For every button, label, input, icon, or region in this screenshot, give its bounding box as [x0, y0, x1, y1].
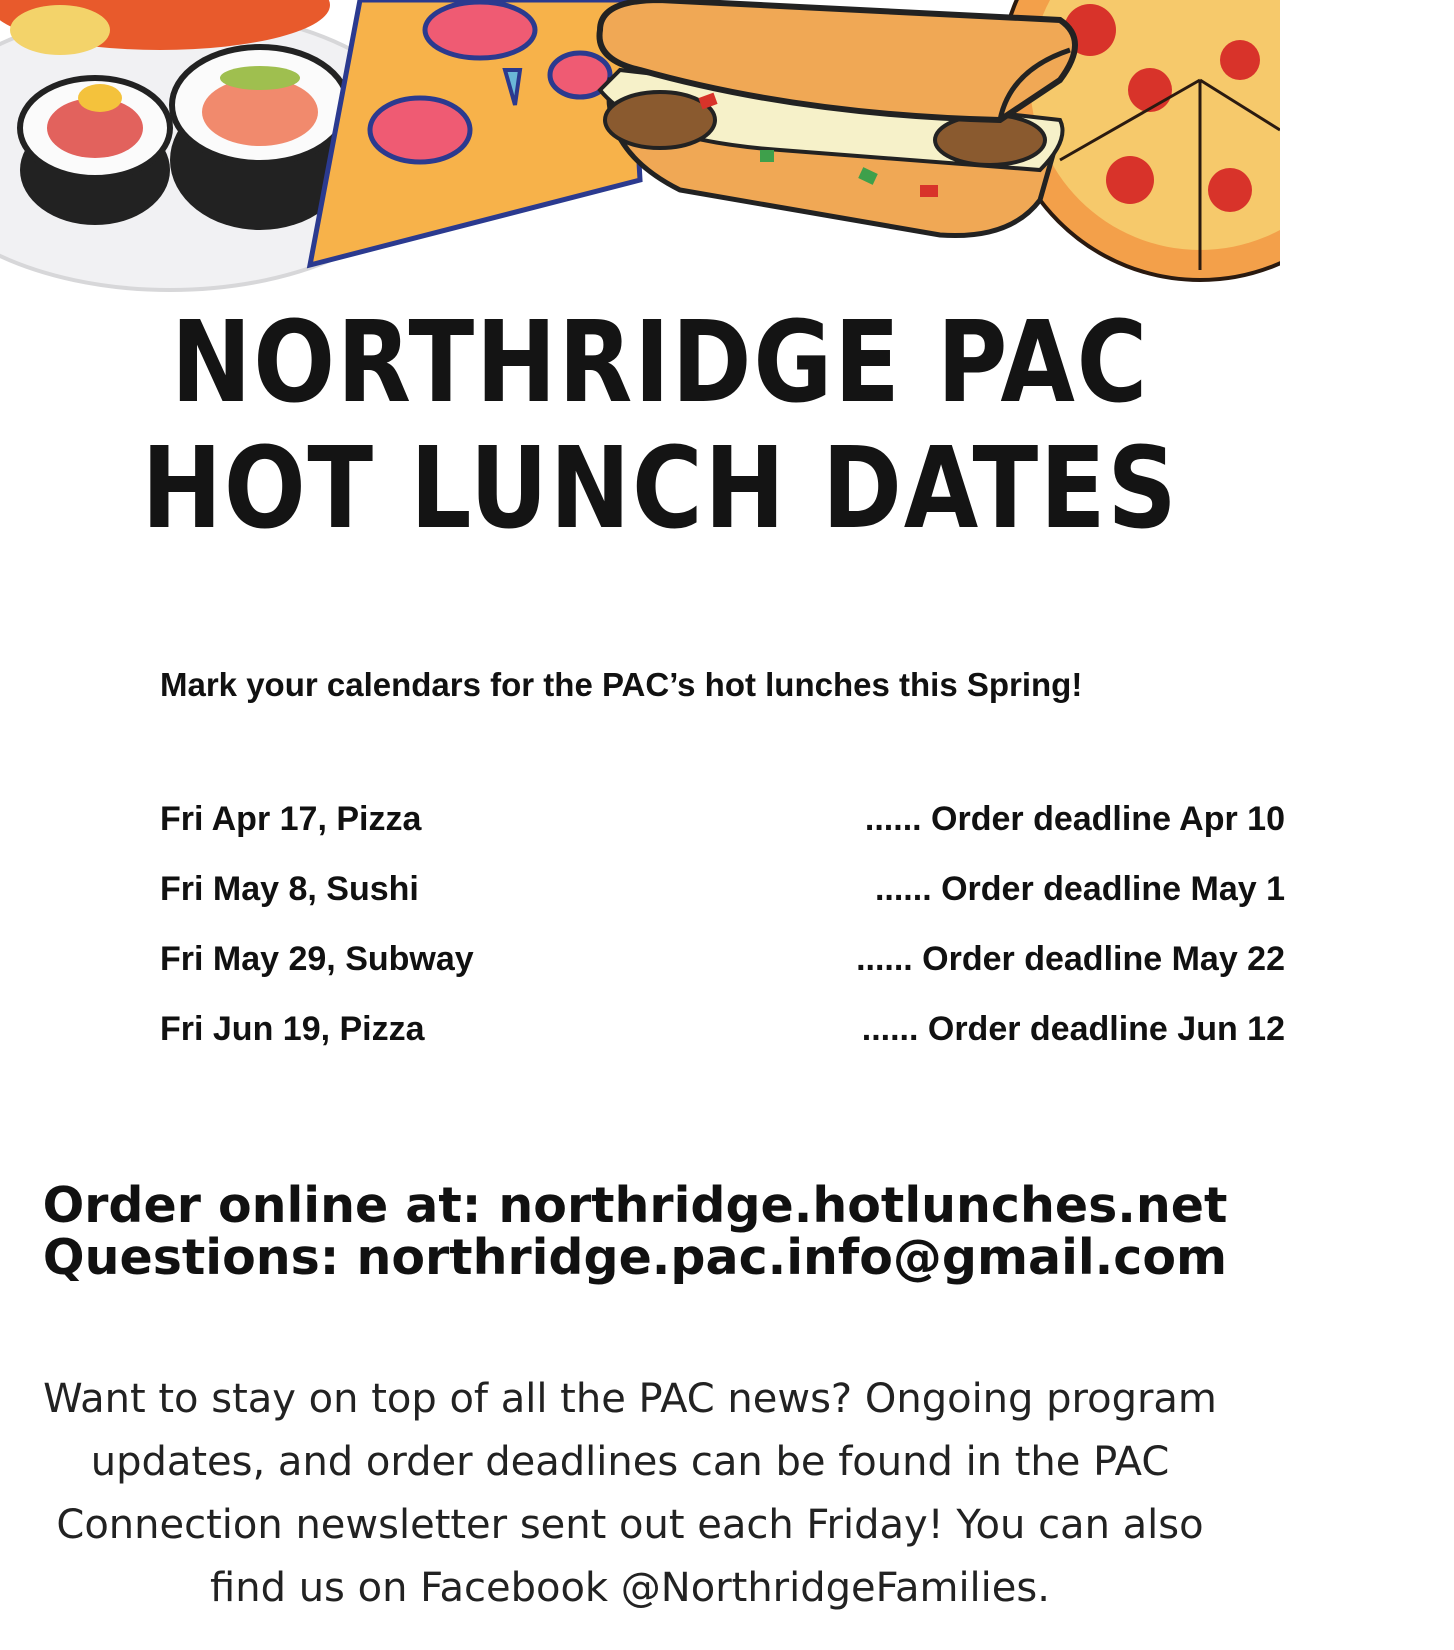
schedule-row [160, 940, 1285, 1010]
schedule-row [160, 1010, 1285, 1080]
order-online-text: Order online at: northridge.hotlunches.net [42, 1177, 1228, 1234]
lunch-date: Fri Jun 19, Pizza [160, 1010, 425, 1048]
lunch-date: Fri May 8, Sushi [160, 870, 419, 908]
order-deadline: ...... Order deadline May 22 [856, 940, 1285, 978]
questions-email-text: Questions: northridge.pac.info@gmail.com [42, 1229, 1228, 1286]
title-line-2: HOT LUNCH DATES [141, 424, 1179, 554]
order-deadline: ...... Order deadline Jun 12 [861, 1010, 1285, 1048]
schedule-row [160, 870, 1285, 940]
sub-sandwich-illustration [600, 0, 1076, 236]
lunch-date: Fri May 29, Subway [160, 940, 474, 978]
newsletter-paragraph: Want to stay on top of all the PAC news? Ongoing program updates, and order deadlines can be found in the PAC Connection newsletter sent out each Friday! You can also find us on Facebook @NorthridgeFamilies. [43, 1376, 1217, 1611]
food-illustration-banner [0, 0, 1280, 300]
schedule-row [160, 800, 1285, 870]
lunch-date: Fri Apr 17, Pizza [160, 800, 422, 838]
intro-text: Mark your calendars for the PAC’s hot lunches this Spring! [160, 666, 1083, 703]
order-deadline: ...... Order deadline May 1 [874, 870, 1285, 908]
title-line-1: NORTHRIDGE PAC [170, 298, 1150, 428]
lunch-schedule [160, 800, 1285, 1080]
pizza-slice-illustration [310, 0, 640, 265]
order-deadline: ...... Order deadline Apr 10 [864, 800, 1285, 838]
page-title [92, 300, 1227, 552]
contact-info [0, 1177, 1270, 1286]
